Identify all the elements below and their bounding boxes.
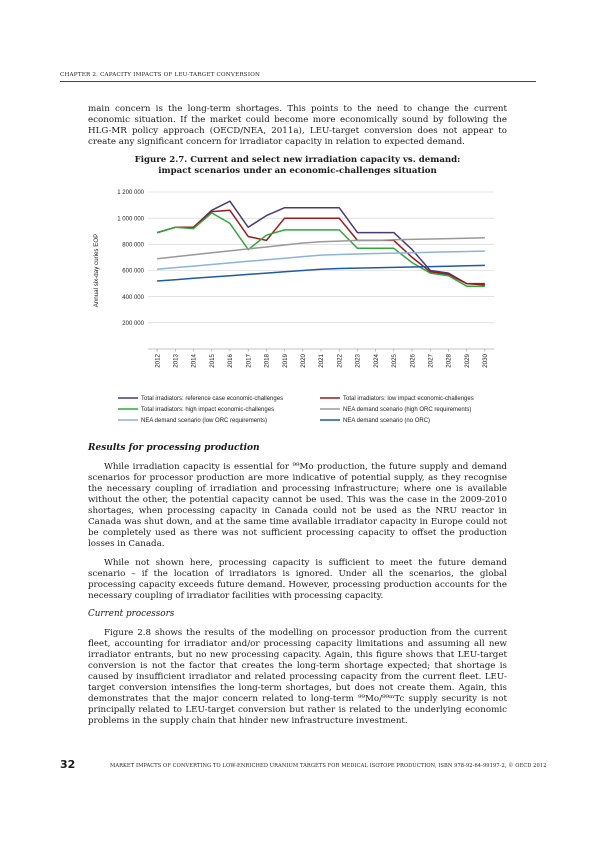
x-tick-label: 2028 (445, 354, 453, 368)
x-tick-label: 2027 (427, 354, 435, 368)
paragraph-current-processors-text: Figure 2.8 shows the results of the modelling on processor production from the current fleet, accounting for irradiator and/or processing capacity limitations and assuming all new irradiator entrants, but no new processing capacity. Again, this figure shows that LEU-target conversion is not the factor that creates the long-term shortage expected; that shortage is caused by insufficient irradiator and related processing capacity from the current fleet. LEU-target conversion intensifies the long-term shortages, but does not create them. Again, this demonstrates that the major concern related to long-term ⁹⁹Mo/⁹⁹ᵐTc supply security is not principally related to LEU-target conversion but rather is related to the underlying economic problems in the supply chain that hinder new infrastructure investment. (88, 628, 507, 726)
x-tick-label: 2016 (227, 354, 235, 368)
figure-title-line1: Figure 2.7. Current and select new irradiation capacity vs. demand: (134, 155, 461, 165)
subheading-current-processors: Current processors (88, 609, 175, 619)
x-tick-label: 2018 (263, 354, 271, 368)
running-header: CHAPTER 2. CAPACITY IMPACTS OF LEU-TARGET CONVERSION (60, 72, 261, 78)
y-tick-label: 800 000 (122, 242, 144, 249)
intro-paragraph: main concern is the long-term shortages. This points to the need to change the current economic situation. If the market could become more economically sound by following the HLG-MR policy approach (OECD/NEA, 2011a), LEU-target conversion does not appear to create any significant concern for irradiator capacity in relation to expected demand. (88, 104, 507, 147)
x-tick-label: 2014 (190, 354, 198, 368)
y-tick-label: 200 000 (122, 321, 144, 328)
paragraph-current-processors (88, 628, 507, 727)
section-heading: Results for processing production (88, 443, 260, 453)
x-tick-label: 2023 (354, 354, 362, 368)
series-line (157, 213, 485, 286)
y-tick-label: 1 200 000 (117, 190, 144, 197)
x-tick-label: 2013 (172, 354, 180, 368)
paragraph-processing-2-text: While not shown here, processing capacity is sufficient to meet the future demand scenario – if the location of irradiators is ignored. Under all the scenarios, the global processing capacity exceeds future demand. However, processing production accounts for the necessary coupling of irradiator facilities with processing capacity. (88, 558, 507, 601)
y-tick-label: 600 000 (122, 268, 144, 275)
x-tick-label: 2020 (299, 354, 307, 368)
figure-title-line2: impact scenarios under an economic-challenges situation (158, 166, 437, 176)
page-footer: MARKET IMPACTS OF CONVERTING TO LOW-ENRICHED URANIUM TARGETS FOR MEDICAL ISOTOPE PRODUCTION, ISBN 978-92-64-99197-2, © OECD 2012 (110, 763, 547, 769)
paragraph-processing-2 (88, 558, 507, 602)
legend-label: NEA demand scenario (no ORC) (343, 418, 431, 425)
legend-label: NEA demand scenario (low ORC requirements) (141, 418, 268, 425)
x-tick-label: 2026 (409, 354, 417, 368)
figure-title (88, 155, 507, 177)
legend-label: Total irradiators: reference case economic-challenges (141, 396, 284, 403)
x-tick-label: 2022 (336, 354, 344, 368)
x-tick-label: 2015 (208, 354, 216, 368)
x-tick-label: 2017 (245, 354, 253, 368)
capacity-demand-chart (88, 184, 508, 439)
x-tick-label: 2012 (154, 354, 162, 368)
x-tick-label: 2030 (482, 354, 490, 368)
page-number: 32 (60, 758, 76, 771)
legend-label: Total irradiators: high impact economic-challenges (141, 407, 275, 414)
x-tick-label: 2029 (463, 354, 471, 368)
x-tick-label: 2025 (391, 354, 399, 368)
legend-label: NEA demand scenario (high ORC requirements) (343, 407, 472, 414)
x-tick-label: 2024 (372, 354, 380, 368)
header-rule (60, 81, 536, 82)
y-tick-label: 400 000 (122, 294, 144, 301)
y-tick-label: 1 000 000 (117, 216, 144, 223)
legend-label: Total irradiators: low impact economic-challenges (343, 396, 474, 403)
x-tick-label: 2021 (318, 354, 326, 368)
paragraph-processing-1-text: While irradiation capacity is essential for ⁹⁹Mo production, the future supply and demand scenarios for processor production are more indicative of potential supply, as they recognise the necessary coupling of irradiation and processing infrastructure; where one is available without the other, the potential capacity cannot be used. This was the case in the 2009-2010 shortages, when processing capacity in Canada could not be used as the NRU reactor in Canada was shut down, and at the same time available irradiator capacity in Europe could not be completely used as there was not sufficient processing capacity to offset the production losses in Canada. (88, 462, 507, 549)
x-tick-label: 2019 (281, 354, 289, 368)
paragraph-processing-1 (88, 462, 507, 550)
y-axis-label: Annual six-day curies EOP (93, 233, 100, 308)
